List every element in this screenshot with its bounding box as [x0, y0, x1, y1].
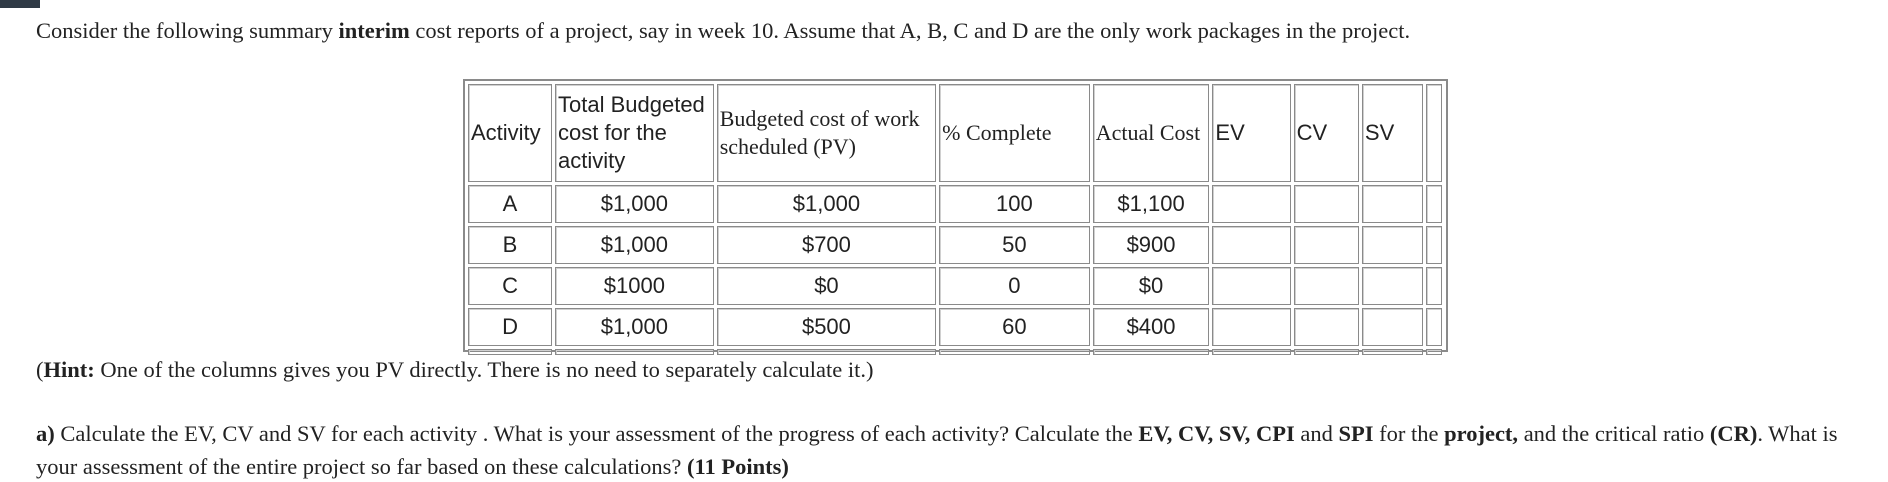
- cell-sv[interactable]: [1362, 226, 1423, 264]
- question-a: [36, 417, 1876, 482]
- question-points: (11 Points): [687, 454, 789, 479]
- cell-activity: C: [468, 267, 552, 305]
- cell-sv[interactable]: [1362, 185, 1423, 223]
- question-text-part: . What is your assessment of the entire project so far based on these calculations?: [36, 421, 1838, 479]
- empty-cell: [1294, 349, 1359, 355]
- hint-label: Hint:: [43, 357, 95, 382]
- cell-cv[interactable]: [1294, 308, 1359, 346]
- corner-mark: [0, 0, 40, 8]
- cell-ev[interactable]: [1212, 185, 1290, 223]
- empty-cell: [1093, 349, 1210, 355]
- cell-ev[interactable]: [1212, 267, 1290, 305]
- cost-report-table: [465, 81, 1445, 358]
- empty-cell: [939, 349, 1090, 355]
- intro-text-part: Consider the following summary: [36, 18, 339, 43]
- cell-percent-complete: 60: [939, 308, 1090, 346]
- cell-pv: $0: [717, 267, 936, 305]
- question-bold-cr: (CR): [1709, 421, 1758, 446]
- question-text-part: Calculate the EV, CV and SV for each activity . What is your assessment of the progress of each activity? Calculate the: [54, 421, 1139, 446]
- table-row: [468, 226, 1442, 264]
- cell-spacer: [1426, 267, 1442, 305]
- cell-pv: $1,000: [717, 185, 936, 223]
- cell-total-budgeted: $1,000: [555, 185, 714, 223]
- cell-pv: $700: [717, 226, 936, 264]
- cell-spacer: [1426, 185, 1442, 223]
- hint-text: [36, 355, 874, 385]
- header-sv: SV: [1362, 84, 1423, 182]
- cell-sv[interactable]: [1362, 267, 1423, 305]
- cell-actual-cost: $900: [1093, 226, 1210, 264]
- header-row: [468, 84, 1442, 182]
- table-row: [468, 308, 1442, 346]
- cell-total-budgeted: $1000: [555, 267, 714, 305]
- empty-cell: [1426, 349, 1442, 355]
- cell-spacer: [1426, 226, 1442, 264]
- header-ev: EV: [1212, 84, 1290, 182]
- header-activity: Activity: [468, 84, 552, 182]
- table-row: [468, 267, 1442, 305]
- cell-activity: A: [468, 185, 552, 223]
- cell-cv[interactable]: [1294, 267, 1359, 305]
- cell-cv[interactable]: [1294, 226, 1359, 264]
- header-pv: Budgeted cost of work scheduled (PV): [717, 84, 936, 182]
- question-bold-spi: SPI: [1338, 421, 1374, 446]
- question-label: a): [36, 421, 55, 446]
- header-percent-complete: % Complete: [939, 84, 1090, 182]
- cell-pv: $500: [717, 308, 936, 346]
- header-actual-cost: Actual Cost: [1093, 84, 1210, 182]
- cell-ev[interactable]: [1212, 226, 1290, 264]
- cell-percent-complete: 100: [939, 185, 1090, 223]
- intro-bold-interim: interim: [338, 18, 410, 43]
- header-cv: CV: [1294, 84, 1359, 182]
- cell-spacer: [1426, 308, 1442, 346]
- cell-total-budgeted: $1,000: [555, 308, 714, 346]
- cell-total-budgeted: $1,000: [555, 226, 714, 264]
- intro-text-part: cost reports of a project, say in week 10. Assume that A, B, C and D are the only work packages in the project.: [409, 18, 1411, 43]
- cell-activity: B: [468, 226, 552, 264]
- question-text-part: and the critical ratio: [1518, 421, 1710, 446]
- cost-report-table-frame: [463, 79, 1448, 352]
- table-row: [468, 185, 1442, 223]
- empty-cell: [1362, 349, 1423, 355]
- cell-cv[interactable]: [1294, 185, 1359, 223]
- cell-activity: D: [468, 308, 552, 346]
- cell-actual-cost: $1,100: [1093, 185, 1210, 223]
- hint-body: One of the columns gives you PV directly. There is no need to separately calculate it.): [94, 357, 874, 382]
- question-bold-metrics: EV, CV, SV, CPI: [1138, 421, 1295, 446]
- cell-actual-cost: $0: [1093, 267, 1210, 305]
- cell-percent-complete: 50: [939, 226, 1090, 264]
- intro-text: [36, 16, 1410, 46]
- cell-percent-complete: 0: [939, 267, 1090, 305]
- header-total-budgeted: Total Budgeted cost for the activity: [555, 84, 714, 182]
- cell-ev[interactable]: [1212, 308, 1290, 346]
- question-text-part: for the: [1373, 421, 1445, 446]
- cell-sv[interactable]: [1362, 308, 1423, 346]
- header-spacer: [1426, 84, 1442, 182]
- hint-open-paren: (: [36, 357, 44, 382]
- empty-cell: [1212, 349, 1290, 355]
- question-bold-project: project,: [1444, 421, 1519, 446]
- question-text-part: and: [1294, 421, 1339, 446]
- cell-actual-cost: $400: [1093, 308, 1210, 346]
